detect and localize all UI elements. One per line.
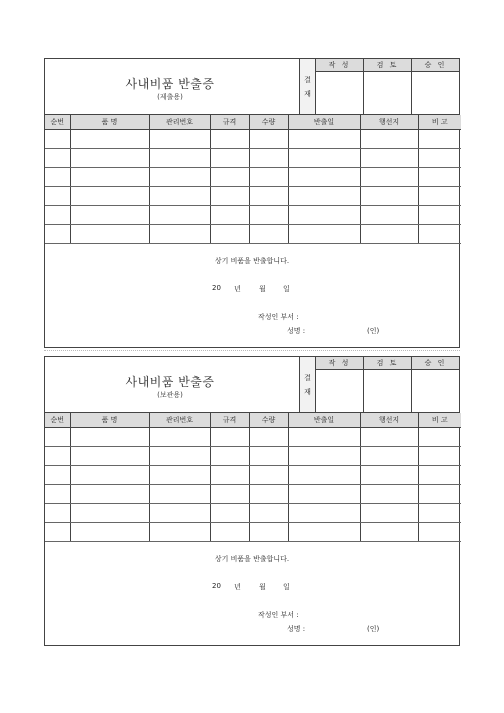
table-cell[interactable] xyxy=(418,187,461,206)
table-cell[interactable] xyxy=(360,447,418,466)
table-cell[interactable] xyxy=(210,187,249,206)
table-cell[interactable] xyxy=(149,485,210,504)
table-cell[interactable] xyxy=(210,485,249,504)
table-cell[interactable] xyxy=(149,130,210,149)
table-row xyxy=(45,206,461,225)
approval-label xyxy=(300,357,316,412)
table-cell[interactable] xyxy=(45,149,70,168)
table-cell[interactable] xyxy=(288,485,360,504)
table-cell[interactable] xyxy=(249,149,288,168)
table-cell[interactable] xyxy=(418,168,461,187)
date-month-unit: 월 xyxy=(259,285,266,293)
table-cell[interactable] xyxy=(70,428,149,447)
form-title: 사내비품 반출증 xyxy=(125,77,215,91)
approval-sign-review[interactable] xyxy=(364,72,412,115)
approval-header-review: 검 토 xyxy=(364,59,412,72)
table-cell[interactable] xyxy=(210,225,249,244)
table-cell[interactable] xyxy=(360,485,418,504)
table-cell[interactable] xyxy=(418,523,461,542)
table-row xyxy=(45,447,461,466)
col-header-qty: 수량 xyxy=(249,413,288,428)
approval-header-approve: 승 인 xyxy=(412,357,460,370)
approval-sign-write[interactable] xyxy=(316,370,364,413)
table-cell[interactable] xyxy=(70,206,149,225)
col-header-remarks: 비 고 xyxy=(418,413,461,428)
approval-header-approve: 승 인 xyxy=(412,59,460,72)
col-header-spec: 규격 xyxy=(210,413,249,428)
table-cell[interactable] xyxy=(70,466,149,485)
table-cell[interactable] xyxy=(418,225,461,244)
table-cell[interactable] xyxy=(70,523,149,542)
approval-sign-approve[interactable] xyxy=(412,72,460,115)
table-cell[interactable] xyxy=(418,466,461,485)
date-year-unit: 년 xyxy=(234,583,241,591)
approval-label-top: 결 xyxy=(304,373,311,382)
table-cell[interactable] xyxy=(45,447,70,466)
table-cell[interactable] xyxy=(418,485,461,504)
form-subtitle: (보관용) xyxy=(157,391,183,399)
approval-header-review: 검 토 xyxy=(364,357,412,370)
col-header-spec: 규격 xyxy=(210,115,249,130)
table-cell[interactable] xyxy=(249,187,288,206)
table-cell[interactable] xyxy=(288,206,360,225)
table-cell[interactable] xyxy=(45,504,70,523)
table-cell[interactable] xyxy=(288,447,360,466)
table-row xyxy=(45,187,461,206)
table-cell[interactable] xyxy=(288,523,360,542)
table-row xyxy=(45,168,461,187)
author-name-label: 성명 : xyxy=(287,625,306,633)
approval-header-write: 작 성 xyxy=(316,357,364,370)
table-cell[interactable] xyxy=(210,206,249,225)
col-header-item: 품 명 xyxy=(70,413,149,428)
table-cell[interactable] xyxy=(288,168,360,187)
table-cell[interactable] xyxy=(70,187,149,206)
form-title: 사내비품 반출증 xyxy=(125,375,215,389)
table-cell[interactable] xyxy=(249,168,288,187)
table-cell[interactable] xyxy=(149,206,210,225)
table-cell[interactable] xyxy=(210,168,249,187)
author-dept-label: 작성인 부서 : xyxy=(258,611,299,619)
table-cell[interactable] xyxy=(149,149,210,168)
statement-text: 상기 비품을 반출합니다. xyxy=(214,555,290,563)
table-cell[interactable] xyxy=(70,485,149,504)
table-cell[interactable] xyxy=(45,130,70,149)
col-header-seq: 순번 xyxy=(45,115,70,130)
table-cell[interactable] xyxy=(70,225,149,244)
table-cell[interactable] xyxy=(45,523,70,542)
table-row xyxy=(45,485,461,504)
col-header-export-date: 반출일 xyxy=(288,413,360,428)
date-month-unit: 월 xyxy=(259,583,266,591)
table-cell[interactable] xyxy=(45,485,70,504)
table-cell[interactable] xyxy=(45,225,70,244)
table-cell[interactable] xyxy=(70,168,149,187)
table-cell[interactable] xyxy=(149,523,210,542)
table-cell[interactable] xyxy=(210,447,249,466)
seal-mark: (인) xyxy=(367,327,380,335)
table-cell[interactable] xyxy=(210,504,249,523)
table-cell[interactable] xyxy=(360,149,418,168)
approval-sign-review[interactable] xyxy=(364,370,412,413)
table-row xyxy=(45,428,461,447)
table-row xyxy=(45,149,461,168)
form-header xyxy=(45,357,459,413)
table-cell[interactable] xyxy=(149,225,210,244)
table-cell[interactable] xyxy=(249,447,288,466)
table-cell[interactable] xyxy=(288,130,360,149)
form-header xyxy=(45,59,459,115)
table-cell[interactable] xyxy=(418,149,461,168)
table-cell[interactable] xyxy=(210,130,249,149)
table-cell[interactable] xyxy=(149,504,210,523)
table-cell[interactable] xyxy=(249,485,288,504)
table-cell[interactable] xyxy=(149,187,210,206)
table-cell[interactable] xyxy=(249,504,288,523)
table-row xyxy=(45,225,461,244)
approval-sign-write[interactable] xyxy=(316,72,364,115)
table-cell[interactable] xyxy=(70,149,149,168)
table-row xyxy=(45,523,461,542)
table-cell[interactable] xyxy=(360,504,418,523)
approval-header-write: 작 성 xyxy=(316,59,364,72)
table-cell[interactable] xyxy=(210,428,249,447)
author-dept-label: 작성인 부서 : xyxy=(258,313,299,321)
table-row xyxy=(45,504,461,523)
table-cell[interactable] xyxy=(249,130,288,149)
date-day-unit: 일 xyxy=(283,583,290,591)
table-cell[interactable] xyxy=(360,225,418,244)
table-cell[interactable] xyxy=(360,428,418,447)
table-cell[interactable] xyxy=(360,466,418,485)
col-header-asset-no: 관리번호 xyxy=(149,413,210,428)
table-cell[interactable] xyxy=(418,504,461,523)
table-cell[interactable] xyxy=(288,187,360,206)
table-cell[interactable] xyxy=(249,225,288,244)
approval-label-bottom: 재 xyxy=(304,89,311,98)
table-cell[interactable] xyxy=(210,149,249,168)
table-cell[interactable] xyxy=(288,149,360,168)
table-cell[interactable] xyxy=(249,466,288,485)
table-cell[interactable] xyxy=(45,187,70,206)
col-header-destination: 행선지 xyxy=(360,413,418,428)
form-subtitle: (제출용) xyxy=(157,93,183,101)
approval-label xyxy=(300,59,316,114)
date-year: 20 xyxy=(212,582,221,590)
table-cell[interactable] xyxy=(288,504,360,523)
approval-label-bottom: 재 xyxy=(304,387,311,396)
table-cell[interactable] xyxy=(288,225,360,244)
table-header-row xyxy=(45,413,461,428)
table-cell[interactable] xyxy=(149,428,210,447)
table-cell[interactable] xyxy=(360,168,418,187)
table-cell[interactable] xyxy=(288,466,360,485)
date-year: 20 xyxy=(212,284,221,292)
table-cell[interactable] xyxy=(149,466,210,485)
table-cell[interactable] xyxy=(45,428,70,447)
export-form-submission xyxy=(44,58,460,348)
table-cell[interactable] xyxy=(360,187,418,206)
date-year-unit: 년 xyxy=(234,285,241,293)
table-row xyxy=(45,130,461,149)
table-cell[interactable] xyxy=(210,523,249,542)
table-cell[interactable] xyxy=(418,447,461,466)
table-cell[interactable] xyxy=(249,428,288,447)
table-cell[interactable] xyxy=(418,206,461,225)
cut-line xyxy=(44,350,460,351)
form-footer xyxy=(45,246,459,347)
form-footer xyxy=(45,544,459,645)
col-header-export-date: 반출일 xyxy=(288,115,360,130)
approval-sign-approve[interactable] xyxy=(412,370,460,413)
table-cell[interactable] xyxy=(418,428,461,447)
table-cell[interactable] xyxy=(360,130,418,149)
approval-label-top: 결 xyxy=(304,75,311,84)
approval-box xyxy=(299,59,459,114)
table-cell[interactable] xyxy=(149,168,210,187)
table-cell[interactable] xyxy=(418,130,461,149)
table-cell[interactable] xyxy=(45,206,70,225)
table-cell[interactable] xyxy=(210,466,249,485)
table-cell[interactable] xyxy=(149,447,210,466)
table-cell[interactable] xyxy=(70,130,149,149)
col-header-qty: 수량 xyxy=(249,115,288,130)
table-cell[interactable] xyxy=(45,168,70,187)
table-cell[interactable] xyxy=(249,206,288,225)
col-header-seq: 순번 xyxy=(45,413,70,428)
table-cell[interactable] xyxy=(360,523,418,542)
items-table xyxy=(45,115,461,244)
table-header-row xyxy=(45,115,461,130)
table-cell[interactable] xyxy=(45,466,70,485)
items-table xyxy=(45,413,461,542)
table-row xyxy=(45,466,461,485)
table-cell[interactable] xyxy=(288,428,360,447)
col-header-destination: 행선지 xyxy=(360,115,418,130)
table-cell[interactable] xyxy=(70,504,149,523)
approval-box xyxy=(299,357,459,412)
col-header-remarks: 비 고 xyxy=(418,115,461,130)
date-day-unit: 일 xyxy=(283,285,290,293)
table-cell[interactable] xyxy=(249,523,288,542)
table-cell[interactable] xyxy=(70,447,149,466)
col-header-asset-no: 관리번호 xyxy=(149,115,210,130)
table-cell[interactable] xyxy=(360,206,418,225)
export-form-archive xyxy=(44,356,460,646)
statement-text: 상기 비품을 반출합니다. xyxy=(214,257,290,265)
seal-mark: (인) xyxy=(367,625,380,633)
author-name-label: 성명 : xyxy=(287,327,306,335)
col-header-item: 품 명 xyxy=(70,115,149,130)
